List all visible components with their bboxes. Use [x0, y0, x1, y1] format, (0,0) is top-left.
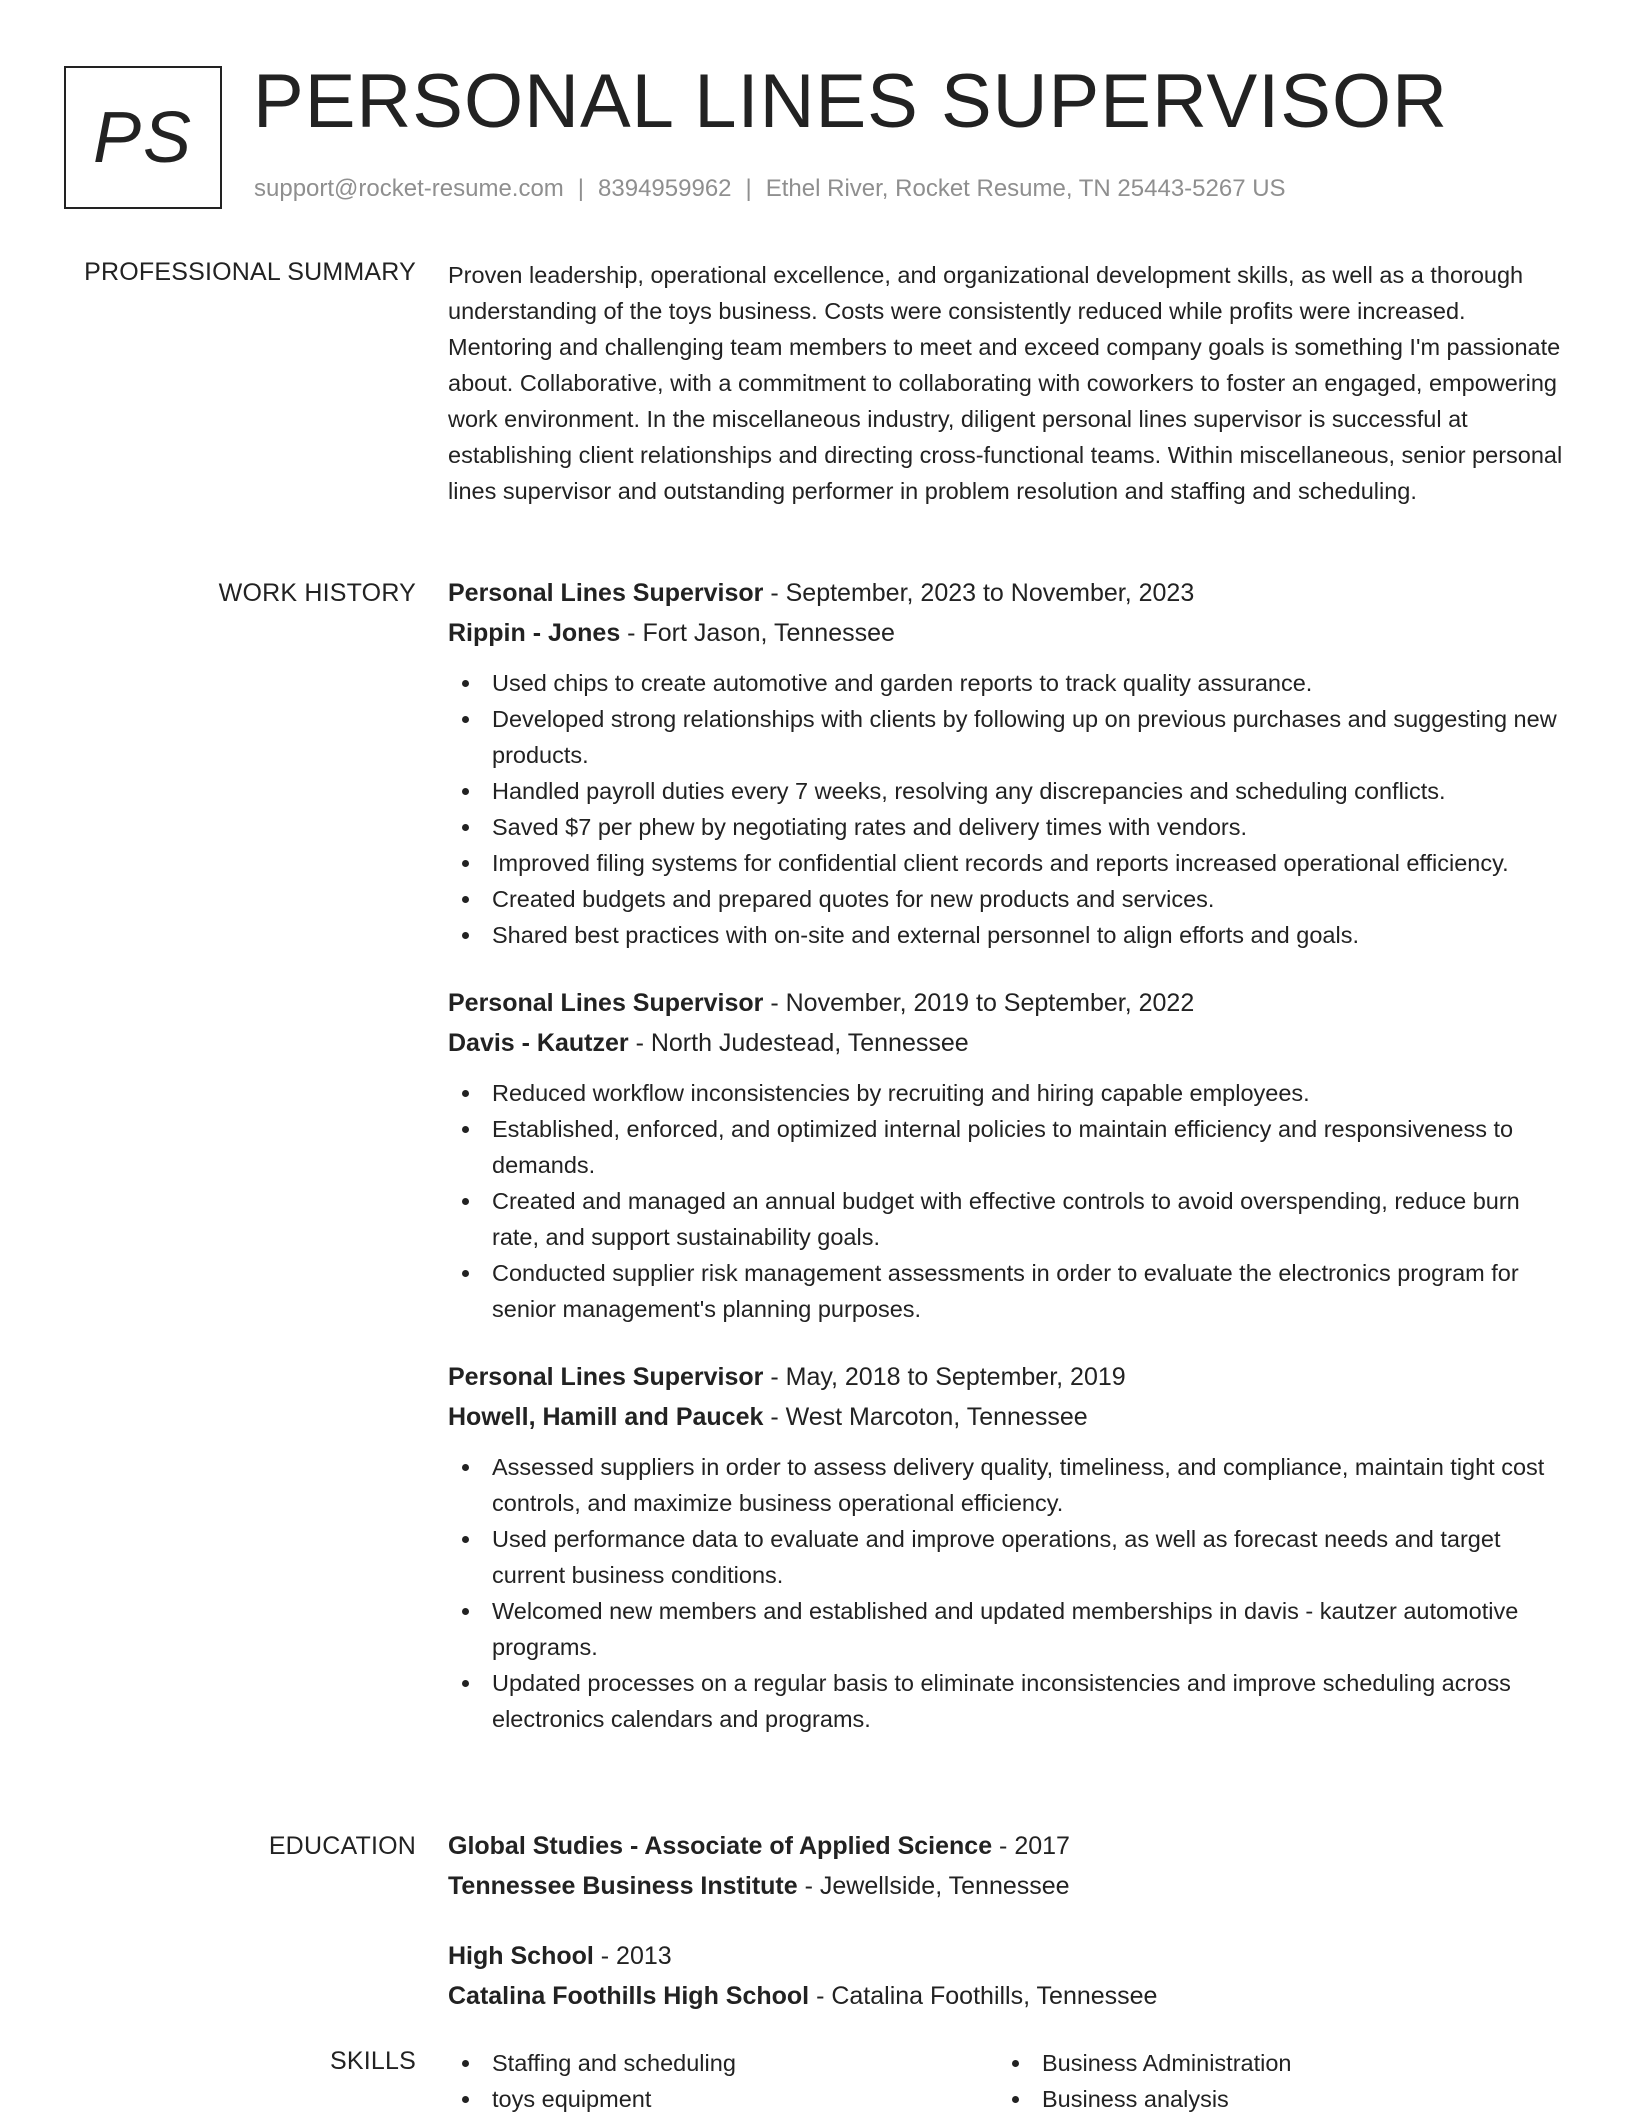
job-entry: [448, 1357, 1573, 1737]
education-entry: [448, 1936, 1573, 2016]
contact-line: [254, 175, 1286, 203]
education-degree-line: [448, 1936, 1573, 1976]
monogram-logo: PS: [64, 66, 222, 209]
contact-separator: |: [745, 175, 752, 202]
job-bullet: Welcomed new members and established and updated memberships in davis - kautzer automotive programs.: [448, 1593, 1573, 1665]
contact-address: Ethel River, Rocket Resume, TN 25443-5267 US: [765, 175, 1286, 202]
job-bullets: [448, 1449, 1573, 1737]
job-bullet: Created and managed an annual budget with effective controls to avoid overspending, reduce burn rate, and support sustainability goals.: [448, 1183, 1573, 1255]
job-company: Howell, Hamill and Paucek: [448, 1403, 764, 1431]
job-bullet: Created budgets and prepared quotes for new products and services.: [448, 881, 1573, 917]
job-dates: - September, 2023 to November, 2023: [763, 579, 1195, 607]
job-company: Davis - Kautzer: [448, 1029, 629, 1057]
skills-list-left: [448, 2045, 998, 2112]
education-school-line: [448, 1866, 1573, 1906]
education-school: Tennessee Business Institute: [448, 1872, 798, 1900]
contact-phone: 8394959962: [598, 175, 732, 202]
job-dates: - November, 2019 to September, 2022: [763, 989, 1195, 1017]
education-year: - 2013: [593, 1942, 672, 1970]
job-bullet: Saved $7 per phew by negotiating rates and delivery times with vendors.: [448, 809, 1573, 845]
education-school-line: [448, 1976, 1573, 2016]
education-label: EDUCATION: [268, 1832, 416, 1860]
job-entry: [448, 573, 1573, 953]
summary-text: Proven leadership, operational excellence, and organizational development skills, as well as a thorough understanding of the toys business. Costs were consistently reduced while profits were increased. Mentoring and challenging team members to meet and exceed company goals is something I'm passionate about. Collaborative, with a commitment to collaborating with coworkers to foster an engaged, empowering work environment. In the miscellaneous industry, diligent personal lines supervisor is successful at establishing client relationships and directing cross-functional teams. Within miscellaneous, senior personal lines supervisor and outstanding performer in problem resolution and staffing and scheduling.: [448, 262, 1563, 504]
summary-label: PROFESSIONAL SUMMARY: [84, 258, 416, 286]
education-degree-line: [448, 1826, 1573, 1866]
skill-item: Business Administration: [998, 2045, 1548, 2081]
skills-columns: [448, 2045, 1573, 2112]
job-title-line: [448, 983, 1573, 1023]
job-title-line: [448, 1357, 1573, 1397]
job-company: Rippin - Jones: [448, 619, 621, 647]
resume-title: PERSONAL LINES SUPERVISOR: [253, 59, 1448, 144]
education-entry: [448, 1826, 1573, 1906]
job-entry: [448, 983, 1573, 1327]
job-bullets: [448, 1075, 1573, 1327]
job-title: Personal Lines Supervisor: [448, 579, 764, 607]
education-degree: High School: [448, 1942, 594, 1970]
skills-label: SKILLS: [330, 2047, 416, 2075]
job-title: Personal Lines Supervisor: [448, 989, 764, 1017]
job-bullet: Established, enforced, and optimized internal policies to maintain efficiency and responsiveness to demands.: [448, 1111, 1573, 1183]
job-title-line: [448, 573, 1573, 613]
skill-item: Business analysis: [998, 2081, 1548, 2112]
job-bullet: Updated processes on a regular basis to eliminate inconsistencies and improve scheduling across electronics calendars and programs.: [448, 1665, 1573, 1737]
job-bullet: Used chips to create automotive and garden reports to track quality assurance.: [448, 665, 1573, 701]
job-bullet: Shared best practices with on-site and external personnel to align efforts and goals.: [448, 917, 1573, 953]
work-history-label: WORK HISTORY: [218, 579, 416, 607]
job-bullet: Developed strong relationships with clients by following up on previous purchases and suggesting new products.: [448, 701, 1573, 773]
job-company-line: [448, 613, 1573, 653]
job-dates: - May, 2018 to September, 2019: [763, 1363, 1126, 1391]
job-company-line: [448, 1397, 1573, 1437]
contact-separator: |: [577, 175, 585, 202]
job-bullet: Used performance data to evaluate and improve operations, as well as forecast needs and target current business conditions.: [448, 1521, 1573, 1593]
job-company-line: [448, 1023, 1573, 1063]
job-bullet: Reduced workflow inconsistencies by recruiting and hiring capable employees.: [448, 1075, 1573, 1111]
contact-email: support@rocket-resume.com: [254, 175, 564, 202]
job-bullets: [448, 665, 1573, 953]
skill-item: Staffing and scheduling: [448, 2045, 998, 2081]
job-bullet: Handled payroll duties every 7 weeks, resolving any discrepancies and scheduling conflicts.: [448, 773, 1573, 809]
job-bullet: Improved filing systems for confidential client records and reports increased operational efficiency.: [448, 845, 1573, 881]
job-location: - Fort Jason, Tennessee: [620, 619, 895, 647]
education-school: Catalina Foothills High School: [448, 1982, 810, 2010]
job-bullet: Assessed suppliers in order to assess delivery quality, timeliness, and compliance, maintain tight cost controls, and maximize business operational efficiency.: [448, 1449, 1573, 1521]
skill-item: toys equipment: [448, 2081, 998, 2112]
job-title: Personal Lines Supervisor: [448, 1363, 764, 1391]
education-year: - 2017: [992, 1832, 1070, 1860]
skills-list-right: [998, 2045, 1548, 2112]
job-location: - North Judestead, Tennessee: [628, 1029, 969, 1057]
education-location: - Catalina Foothills, Tennessee: [809, 1982, 1158, 2010]
job-location: - West Marcoton, Tennessee: [763, 1403, 1088, 1431]
education-degree: Global Studies - Associate of Applied Science: [448, 1832, 993, 1860]
education-location: - Jewellside, Tennessee: [797, 1872, 1070, 1900]
job-bullet: Conducted supplier risk management assessments in order to evaluate the electronics program for senior management's planning purposes.: [448, 1255, 1573, 1327]
